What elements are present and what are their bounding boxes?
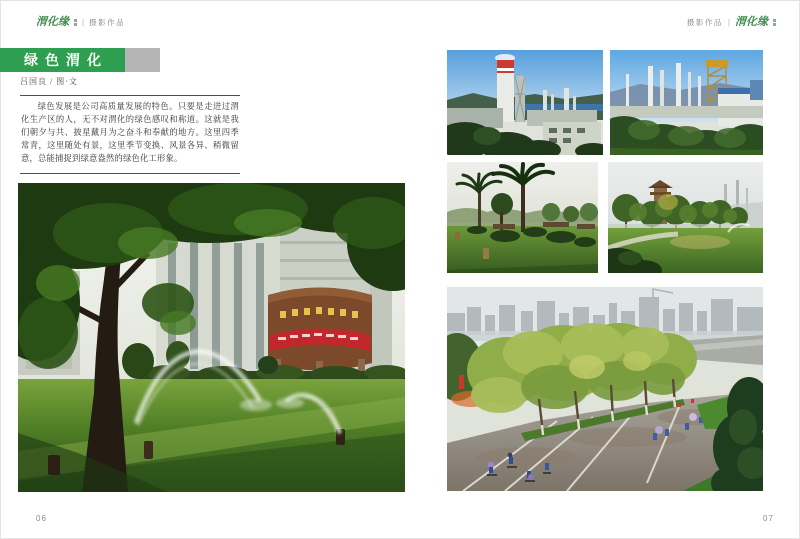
page-number-right: 07 xyxy=(763,514,774,523)
header-separator: | xyxy=(82,17,85,27)
header-left xyxy=(36,15,125,29)
intro-paragraph-box xyxy=(20,95,240,174)
magazine-logo: 渭化缘 xyxy=(36,15,69,28)
magazine-logo: 渭化缘 xyxy=(735,15,768,28)
byline: 吕国良 / 图·文 xyxy=(20,77,78,86)
photo-plant-tower xyxy=(447,50,603,155)
photo-plant-columns xyxy=(610,50,763,155)
header-right xyxy=(687,15,776,29)
title-gray-block xyxy=(125,48,160,72)
section-label: 摄影作品 xyxy=(686,17,723,27)
photo-park-tower xyxy=(608,162,763,273)
logo-subtext-marks xyxy=(74,19,77,26)
page-number-left: 06 xyxy=(36,514,47,523)
article-title-bar xyxy=(0,48,125,72)
section-label: 摄影作品 xyxy=(89,17,126,27)
photo-rainy-avenue xyxy=(447,287,763,491)
intro-paragraph: 绿色发展是公司高质量发展的特色。只要是走进过渭化生产区的人，无不对渭化的绿色感叹和称道。这就是我们朝夕与共、披星戴月为之奋斗和奉献的地方。这里四季常青，这里随处有景，这里季节变换、风景各异、稍微留意，总能捕捉到绿意盎然的绿色化工形象。 xyxy=(21,102,239,163)
photo-main-sprinklers xyxy=(18,183,405,492)
header-separator: | xyxy=(727,17,730,27)
photo-park-palms xyxy=(447,162,598,273)
logo-subtext-marks xyxy=(773,19,776,26)
article-title: 绿色渭化 xyxy=(24,54,108,69)
